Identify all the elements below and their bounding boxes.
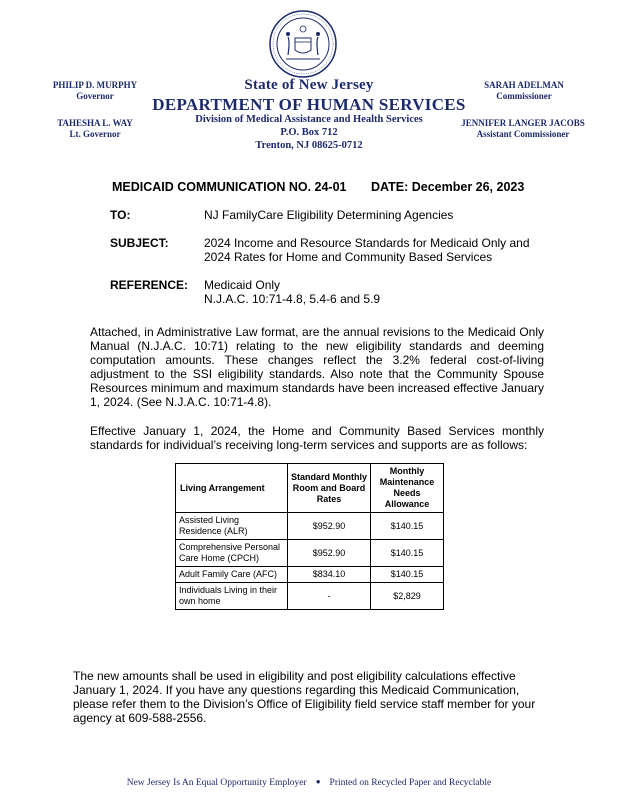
communication-date: DATE: December 26, 2023	[371, 180, 525, 194]
col-header-maintenance: Monthly Maintenance Needs Allowance	[371, 464, 444, 513]
maintenance-cell: $2,829	[371, 583, 444, 610]
table-row	[176, 583, 444, 610]
room-board-cell: $834.10	[288, 567, 371, 583]
living-arrangement-cell: Individuals Living in their own home	[176, 583, 288, 610]
footer	[0, 777, 618, 788]
maintenance-cell: $140.15	[371, 567, 444, 583]
subject-label: SUBJECT:	[110, 236, 169, 250]
room-board-cell: -	[288, 583, 371, 610]
asst-commissioner-title: Assistant Commissioner	[476, 129, 570, 139]
commissioner-title: Commissioner	[496, 91, 552, 101]
table-header-row	[176, 464, 444, 513]
living-arrangement-cell: Adult Family Care (AFC)	[176, 567, 288, 583]
reference-line-2: N.J.A.C. 10:71-4.8, 5.4-6 and 5.9	[204, 292, 381, 306]
lt-governor-name: TAHESHA L. WAY	[57, 118, 133, 128]
subject-line-2: 2024 Rates for Home and Community Based Services	[204, 250, 493, 264]
footer-recycled: Printed on Recycled Paper and Recyclable	[329, 778, 492, 788]
paragraph-effective: Effective January 1, 2024, the Home and Community Based Services monthly standards for individual’s receiving long-term services and supports are as follows:	[90, 424, 544, 452]
state-title: State of New Jersey	[244, 77, 374, 93]
commissioner-name: SARAH ADELMAN	[484, 80, 564, 90]
to-value: NJ FamilyCare Eligibility Determining Agencies	[204, 208, 454, 222]
col-header-room-board: Standard Monthly Room and Board Rates	[288, 464, 371, 513]
col-header-living-arrangement: Living Arrangement	[176, 464, 288, 513]
paragraph-intro: Attached, in Administrative Law format, are the annual revisions to the Medicaid Only Manual (N.J.A.C. 10:71) relating to the new eligibility standards and deeming computation amounts. These changes reflect the 3.2% federal cost-of-living adjustment to the SSI eligibility standards. Also note that the Community Spouse Resources minimum and maximum standards have been increased effective January 1, 2024. (See N.J.A.C. 10:71-4.8).	[90, 325, 544, 409]
reference-label: REFERENCE:	[110, 278, 189, 292]
lt-governor-title: Lt. Governor	[69, 129, 121, 139]
po-box: P.O. Box 712	[280, 127, 338, 138]
room-board-cell: $952.90	[288, 513, 371, 540]
division-name: Division of Medical Assistance and Health Services	[195, 114, 423, 125]
table-row	[176, 513, 444, 540]
table-row	[176, 540, 444, 567]
department-title: DEPARTMENT OF HUMAN SERVICES	[152, 95, 466, 114]
reference-line-1: Medicaid Only	[204, 278, 281, 292]
room-board-cell: $952.90	[288, 540, 371, 567]
communication-number: MEDICAID COMMUNICATION NO. 24-01	[112, 180, 347, 194]
governor-title: Governor	[76, 91, 114, 101]
maintenance-cell: $140.15	[371, 513, 444, 540]
living-arrangement-cell: Comprehensive Personal Care Home (CPCH)	[176, 540, 288, 567]
bullet-icon: ●	[315, 777, 321, 786]
asst-commissioner-name: JENNIFER LANGER JACOBS	[461, 118, 585, 128]
governor-name: PHILIP D. MURPHY	[52, 80, 138, 90]
to-label: TO:	[110, 208, 131, 222]
city-address: Trenton, NJ 08625-0712	[255, 140, 363, 151]
subject-line-1: 2024 Income and Resource Standards for Medicaid Only and	[204, 236, 530, 250]
maintenance-cell: $140.15	[371, 540, 444, 567]
footer-equal-opportunity: New Jersey Is An Equal Opportunity Employer	[126, 778, 307, 788]
paragraph-contact: The new amounts shall be used in eligibility and post eligibility calculations effective January 1, 2024. If you have any questions regarding this Medicaid Communication, please refer them to the Division’s Office of Eligibility field service staff member for your agency at 609-588-2556.	[73, 669, 536, 725]
table-row	[176, 567, 444, 583]
rates-table	[175, 463, 444, 610]
living-arrangement-cell: Assisted Living Residence (ALR)	[176, 513, 288, 540]
state-seal-icon	[268, 9, 338, 79]
